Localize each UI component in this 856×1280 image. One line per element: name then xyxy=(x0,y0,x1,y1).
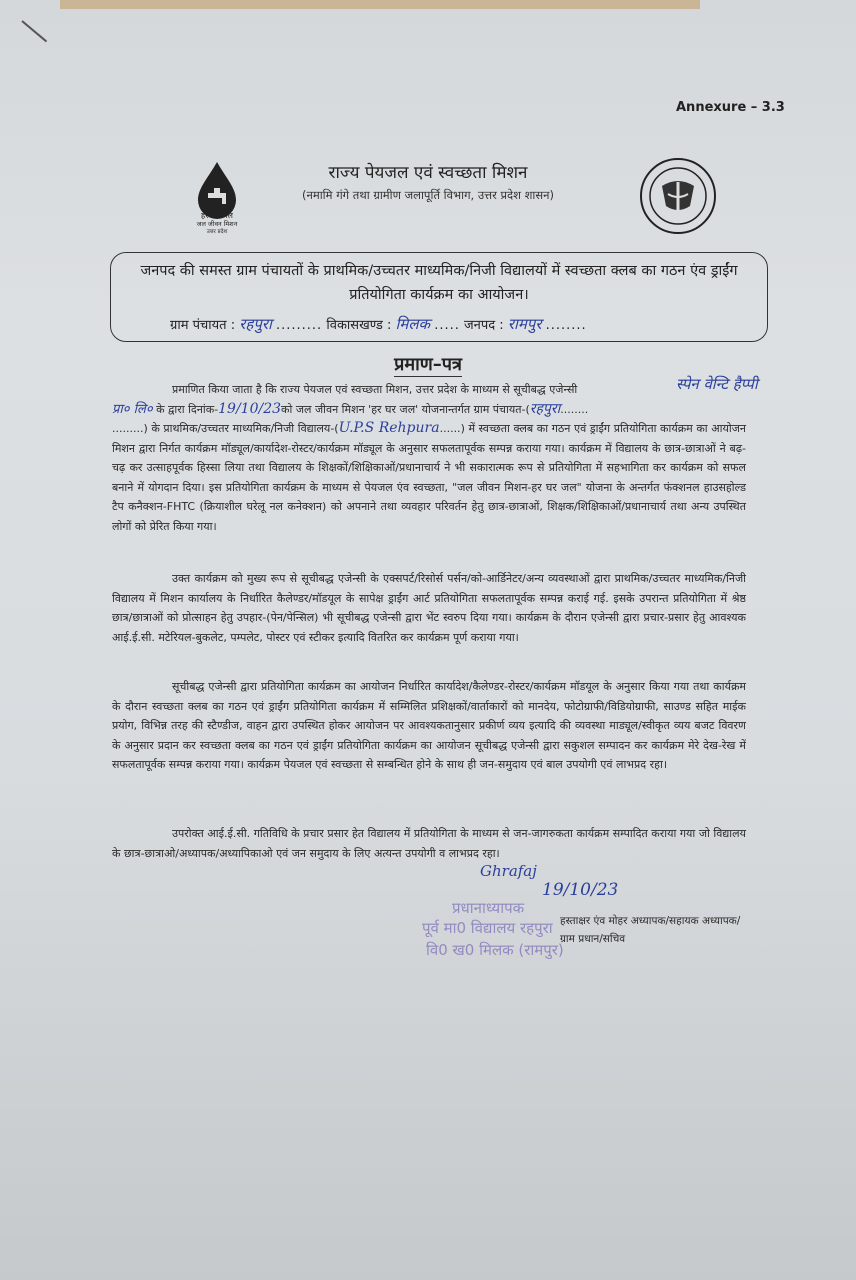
up-state-emblem xyxy=(638,156,718,236)
program-title: जनपद की समस्त ग्राम पंचायतों के प्राथमिक/उच्चतर माध्यमिक/निजी विद्यालयों में स्वच्छता क्लब का गठन एंव ड्राईंग प्रतियोगिता कार्यक्रम का आयोजन। xyxy=(140,263,738,303)
pen-mark xyxy=(21,20,47,42)
location-fields: ग्राम पंचायत : रहपुरा ......... विकासखण्ड : मिलक ..... जनपद : रामपुर ........ xyxy=(170,315,587,333)
paragraph-1: प्रमाणित किया जाता है कि राज्य पेयजल एवं स्वच्छता मिशन, उत्तर प्रदेश के माध्यम से सूचीबद्ध एजेन्सी प्रा० लि० के द्वारा दिनांक-19/10/23को जल जीवन मिशन 'हर घर जल' योजनान्तर्गत ग्राम पंचायत-(रहपुरा........ .........) के प्राथमिक/उच्चतर माध्यमिक/निजी विद्यालय-(U.P.S Rehpura......) में स्वच्छता क्लब का गठन एवं ड्राईंग प्रतियोगिता कार्यक्रम का आयोजन मिशन द्वारा निर्गत कार्यक्रम मॉड्यूल/कार्यादेश-रोस्टर/कार्यक्रम मॉड्यूल के अनुसार सफलतापूर्वक सम्पन्न कराया गया। कार्यक्रम में विद्यालय के छात्र-छात्राओं ने बढ़-चढ़ कर उत्साहपूर्वक हिस्सा लिया तथा विद्यालय के शिक्षकों/शिक्षिकाओं/प्रधानाचार्य ने भी सकारात्मक रूप से प्रतियोगिता में सहभागिता कर कार्यक्रम को सफल बनाने में योगदान दिया। इस प्रतियोगिता कार्यक्रम के माध्यम से पेयजल एंव स्वच्छता, "जल जीवन मिशन-हर घर जल" योजना के अन्तर्गत फंक्शनल हाउसहोल्ड टैप कनैक्शन-FHTC (क्रियाशील घरेलू नल कनेक्शन) को अपनाने तथा व्यवहार परिवर्तन हेतु छात्र-छात्राओं, शिक्षक/शिक्षिकाओं/प्रधानाचार्य तथा अन्य उपस्थित लोगों को प्रेरित किया गया। xyxy=(112,383,746,533)
annexure-label: Annexure – 3.3 xyxy=(676,100,785,115)
org-title: राज्य पेयजल एवं स्वच्छता मिशन xyxy=(328,163,528,183)
p1-part-d: ) के प्राथमिक/उच्चतर माध्यमिक/निजी विद्यालय-( xyxy=(143,422,339,435)
top-edge-strip xyxy=(60,0,700,9)
paragraph-4: उपरोक्त आई.ई.सी. गतिविधि के प्रचार प्रसार हेत विद्यालय में प्रतियोगिता के माध्यम से जन-जागरुकता कार्यक्रम सम्पादित कराया गया जो विद्यालय के छात्र-छात्राओ/अध्यापक/अध्यापिकाओ एवं जन समुदाय के लिए अत्यन्त उपयोगी व लाभप्रद रहा। xyxy=(112,827,746,860)
stamp-line-1: प्रधानाध्यापक xyxy=(452,899,525,917)
logo-text-3: उत्तर प्रदेश xyxy=(206,229,228,235)
district-value: रामपुर xyxy=(507,315,542,333)
certificate-title: प्रमाण–पत्र xyxy=(394,354,462,375)
emblem-icon xyxy=(638,156,718,236)
paragraph-3: सूचीबद्ध एजेन्सी द्वारा प्रतियोगिता कार्यक्रम का आयोजन निर्धारित कार्यादेश/कैलेण्डर-रोस्टर/कार्यक्रम मॉडयूल के अनुसार किया गया तथा कार्यक्रम के दौरान स्वच्छता क्लब का गठन एवं ड्राईंग प्रतियोगिता कार्यक्रम में सम्मिलित प्रशिक्षकों/वार्ताकारों को मानदेय, फोटोग्राफी/विडियोग्राफी, साउण्ड सहित माईक प्रयोग, विभिन्न तरह की स्टैण्डीज, वाहन द्वारा उपस्थित होकर आयोजन पर आवश्यकतानुसार प्रकीर्ण व्यय इत्यादि की व्यवस्था माड्यूल/स्वीकृत व्यय बजट विवरण के अनुसार प्रदान कर स्वच्छता क्लब का गठन एवं ड्राईंग प्रतियोगिता कार्यक्रम का आयोजन सूचीबद्ध एजेन्सी द्वारा सकुशल सम्पादन कर कार्यक्रम मेरे देख-रेख में सफलतापूर्वक सम्पन्न कराया गया। कार्यक्रम पेयजल एवं स्वच्छता से सम्बन्धित होने के साथ ही जन-समुदाय एवं बाल उपयोगी एवं लाभप्रद रहा। xyxy=(112,680,746,771)
logo-text-1: हर घर जल xyxy=(201,211,233,220)
handwritten-date: 19/10/23 xyxy=(218,400,282,417)
stamp-line-3: वि0 ख0 मिलक (रामपुर) xyxy=(426,941,564,959)
block-value: मिलक xyxy=(395,315,431,333)
block-label: विकासखण्ड : xyxy=(326,318,392,333)
handwritten-gram: रहपुरा xyxy=(529,400,561,417)
signature: Ghrafaj xyxy=(480,862,537,880)
gram-panchayat-label: ग्राम पंचायत : xyxy=(170,318,236,333)
p1-part-e: ) में स्वच्छता क्लब का गठन एवं ड्राईंग प्रतियोगिता कार्यक्रम का आयोजन मिशन द्वारा निर्गत कार्यक्रम मॉड्यूल/कार्यादेश-रोस्टर/कार्यक्रम मॉड्यूल के अनुसार सफलतापूर्वक सम्पन्न कराया गया। कार्यक्रम में विद्यालय के छात्र-छात्राओं ने बढ़-चढ़ कर उत्साहपूर्वक हिस्सा लिया तथा विद्यालय के शिक्षकों/शिक्षिकाओं/प्रधानाचार्य ने भी सकारात्मक रूप से प्रतियोगिता में सहभागिता कर कार्यक्रम को सफल बनाने में योगदान दिया। इस प्रतियोगिता कार्यक्रम के माध्यम से पेयजल एंव स्वच्छता, "जल जीवन मिशन-हर घर जल" योजना के अन्तर्गत फंक्शनल हाउसहोल्ड टैप कनैक्शन-FHTC (क्रियाशील घरेलू नल कनेक्शन) को अपनाने तथा व्यवहार परिवर्तन हेतु छात्र-छात्राओं, शिक्षक/शिक्षिकाओं/प्रधानाचार्य तथा अन्य उपस्थित लोगों को प्रेरित किया गया। xyxy=(112,422,746,533)
signature-date: 19/10/23 xyxy=(542,880,619,900)
signature-caption: हस्ताक्षर एंव मोहर अध्यापक/सहायक अध्यापक/ग्राम प्रधान/सचिव xyxy=(560,915,741,945)
stamp-line-2: पूर्व मा0 विद्यालय रहपुरा xyxy=(422,919,553,937)
gram-panchayat-value: रहपुरा xyxy=(239,315,272,333)
logo-text-2: जल जीवन मिशन xyxy=(196,220,238,228)
p1-part-c: को जल जीवन मिशन 'हर घर जल' योजनान्तर्गत ग्राम पंचायत-( xyxy=(281,402,530,416)
handwritten-agency: स्पेन वेन्टि हैप्पी xyxy=(676,375,758,393)
handwritten-school: U.P.S Rehpura xyxy=(338,420,440,436)
handwritten-agency-suffix: प्रा० लि० xyxy=(112,401,153,417)
org-subtitle: (नमामि गंगे तथा ग्रामीण जलापूर्ति विभाग, उत्तर प्रदेश शासन) xyxy=(301,188,555,202)
p1-part-b: के द्वारा दिनांक- xyxy=(156,402,219,416)
district-label: जनपद : xyxy=(464,318,504,333)
p1-part-a: प्रमाणित किया जाता है कि राज्य पेयजल एवं स्वच्छता मिशन, उत्तर प्रदेश के माध्यम से सूचीबद्ध एजेन्सी xyxy=(172,383,578,396)
paragraph-2: उक्त कार्यक्रम को मुख्य रूप से सूचीबद्ध एजेन्सी के एक्सपर्ट/रिसोर्स पर्सन/को-आर्डिनेटर/अन्य व्यवस्थाओं द्वारा प्राथमिक/उच्चतर माध्यमिक/निजी विद्यालय में मिशन कार्यालय के निर्धारित कैलेण्डर/मॉडयूल के सापेक्ष ड्राईंग आर्ट प्रतियोगिता सफलतापूर्वक सम्पन्न कराई गई. इसके उपरान्त प्रतियोगिता में श्रेष्ठ छात्र/छात्राओं को प्रोत्साहन हेतु उपहार-(पेन/पेन्सिल) भी सूचीबद्ध एजेन्सी द्वारा भेंट स्वरुप दिया गया। कार्यक्रम के दौरान एजेन्सी द्वारा प्रचार-प्रसार हेतु आवश्यक आई.ई.सी. मटेरियल-बुकलेट, पम्पलेट, पोस्टर एवं स्टीकर इत्यादि वितरित कर कार्यक्रम पूर्ण कराया गया। xyxy=(112,572,746,644)
